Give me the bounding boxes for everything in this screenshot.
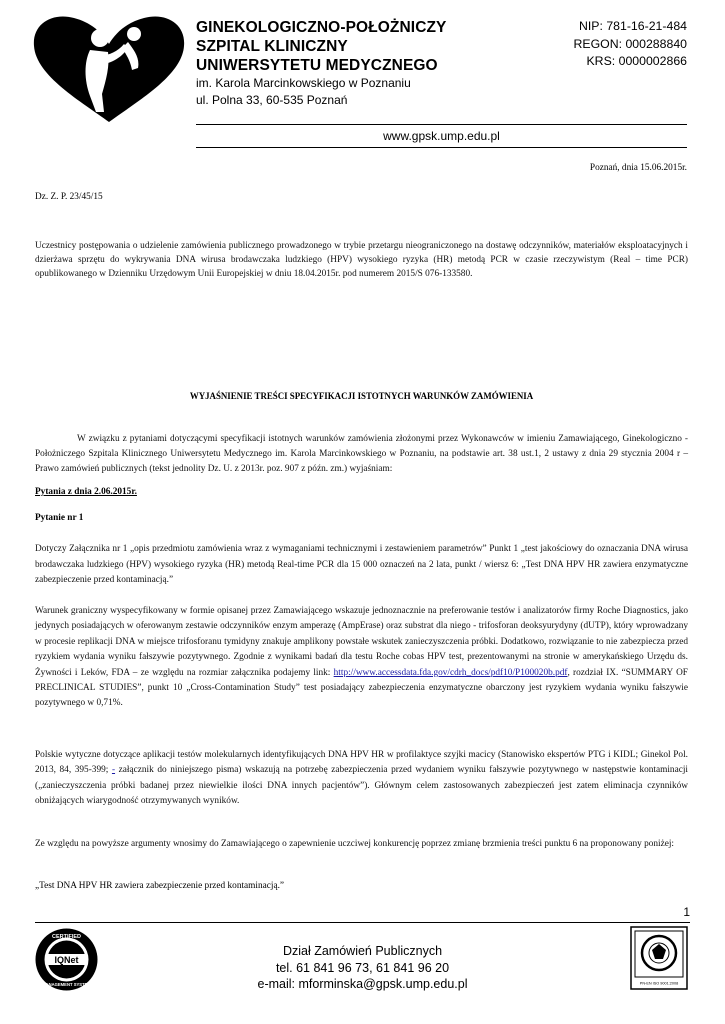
footer-contact [180,943,545,993]
page-number: 1 [683,905,690,919]
paragraph-3-text-start: Polskie wytyczne dotyczące aplikacji testów molekularnych identyfikujących DNA HPV HR w profilaktyce szyjki macicy (Stanowisko ekspertów PTG i KIDL; Ginekol Pol. 2013, 84, 395-399; [35,750,688,776]
letter-date: Poznań, dnia 15.06.2015r. [589,163,687,173]
footer-divider [35,922,690,923]
krs-number: KRS: 0000002866 [586,54,687,68]
question-paragraph-4: Ze względu na powyższe argumenty wnosimy do Zamawiającego o zapewnienie uczciwej konkurencję poprzez zmianę brzmienia treści punktu 6 na proponowany poniżej: [35,839,675,849]
reference-number: Dz. Z. P. 23/45/15 [35,192,103,202]
website-divider [196,147,687,148]
intro-text: W związku z pytaniami dotyczącymi specyfikacji istotnych warunków zamówienia złożonymi przez Wykonawców w imieniu Zamawiającego, Ginekologiczno - Położniczego Szpitala Klinicznego Uniwersytetu Medycznego im. Karola Marcinkowskiego w Poznaniu, na podstawie art. 38 ust.1, 2 ustawy z dnia 29 stycznia 2004 r – Prawo zamówień publicznych (tekst jednolity Dz. U. z 2013r. poz. 907 z późn. zm.) wyjaśniam: [35,434,688,475]
intro-paragraph [35,432,688,478]
iso-certification-logo [630,926,688,990]
address-line-1: im. Karola Marcinkowskiego w Poznaniu [196,76,411,90]
hospital-name [196,18,486,75]
paragraph-2-text-start: Warunek graniczny wyspecyfikowany w formie opisanej przez Zamawiającego wskazuje jednoznacznie na preferowanie testów i analizatorów firmy Roche Diagnostics, jako jedynych posiadających w oferowanym zestawie odczynników enzym amperazę (AmpErase) oraz substrat dla niego - trifosforan deoksyurydyny (dUTP), który wprowadzany w procesie replikacji DNA w miejsce trifosforanu tymidyny znakuje amplikony powstałe wskutek zanieczyszczenia próbki. Dodatkowo, rozwiązanie to nie zabezpiecza przed ryzykiem wydania wyniku fałszywie pozytywnego. Zgodnie z wynikami badań dla testu Roche cobas HPV test, prezentowanymi na stronie w amerykańskiego Urzędu ds. Żywności i Leków, FDA – ze względu na rozmiar załącznika podajemy link: [35,606,688,678]
paragraph-3-text-end: załącznik do niniejszego pisma) wskazują na potrzebę zabezpieczenia przed wydaniem wyniku fałszywie pozytywnego w następstwie kontaminacji („zanieczyszczenia próbki badanej przez niewielkie ilości DNA innych pacjentów”). Głównym celem zastosowanych zabezpieczeń jest zatem eliminacja czynników obniżających wiarygodność otrzymywanych wyników. [35,765,688,806]
header-divider [196,124,687,125]
proposed-wording: „Test DNA HPV HR zawiera zabezpieczenie przed kontaminacją.” [35,881,285,891]
question-1-heading: Pytanie nr 1 [35,513,84,523]
svg-text:MANAGEMENT SYSTEM: MANAGEMENT SYSTEM [42,982,91,987]
regon-number: REGON: 000288840 [573,36,687,51]
department-name: Dział Zamówień Publicznych [282,944,443,958]
hospital-address [196,75,411,109]
question-paragraph-2 [35,604,688,712]
registration-ids [574,18,687,71]
svg-text:IQNet: IQNet [54,955,79,965]
iqnet-certification-logo [34,927,99,992]
website-link[interactable]: www.gpsk.ump.edu.pl [383,129,500,143]
questions-date-heading: Pytania z dnia 2.06.2015r. [35,487,137,497]
hospital-name-line-3: UNIWERSYTETU MEDYCZNEGO [196,57,438,74]
document-title: WYJAŚNIENIE TREŚCI SPECYFIKACJI ISTOTNYCH WARUNKÓW ZAMÓWIENIA [189,391,534,401]
addressees-paragraph: Uczestnicy postępowania o udzielenie zamówienia publicznego prowadzonego w trybie przetargu nieograniczonego na dostawę odczynników, materiałów eksploatacyjnych i dzierżawa sprzętu do wykrywania DNA wirusa brodawczaka ludzkiego (HPV) wysokiego ryzyka (HR) metodą PCR w czasie rzeczywistym (Real – time PCR) opublikowanego w Dzienniku Urzędowym Unii Europejskiej w dniu 18.04.2015r. pod numerem 2015/S 076-133580. [35,241,688,280]
email-address[interactable]: e-mail: mforminska@gpsk.ump.edu.pl [257,977,468,991]
fda-document-link[interactable]: http://www.accessdata.fda.gov/cdrh_docs/pdf10/P100020b.pdf [333,667,568,678]
attachment-link[interactable]: - [111,765,116,776]
hospital-logo [30,14,188,124]
question-paragraph-1: Dotyczy Załącznika nr 1 „opis przedmiotu zamówienia wraz z wymaganiami technicznymi i zestawieniem parametrów” Punkt 1 „test jakościowy do oznaczania DNA wirusa brodawczaka ludzkiego (HPV) wysokiego ryzyka (HR) metodą Real-time PCR dla 15 000 oznaczeń na 2 lata, punkt / wiersz 6: „Test DNA HPV HR zawiera enzymatyczne zabezpieczenie przed kontaminacją.” [35,544,688,585]
nip-number: NIP: 781-16-21-484 [578,19,687,33]
paragraph-2-text-end: , rozdział IX. “SUMMARY OF PRECLINICAL STUDIES”, punkt 10 „Cross-Contamination Study” test posiadający zabezpieczenia enzymatyczne obarczony jest ryzykiem wydania wyniku fałszywie pozytywnego w 0,71%. [35,667,688,709]
phone-numbers: tel. 61 841 96 73, 61 841 96 20 [275,960,450,975]
hospital-name-line-2: SZPITAL KLINICZNY [196,38,348,55]
svg-text:PN-EN ISO 9001:2008: PN-EN ISO 9001:2008 [639,981,679,986]
svg-text:CERTIFIED: CERTIFIED [51,934,82,940]
hospital-name-line-1: GINEKOLOGICZNO-POŁOŻNICZY [196,19,447,36]
address-line-2: ul. Polna 33, 60-535 Poznań [196,93,348,107]
question-paragraph-3 [35,748,688,809]
